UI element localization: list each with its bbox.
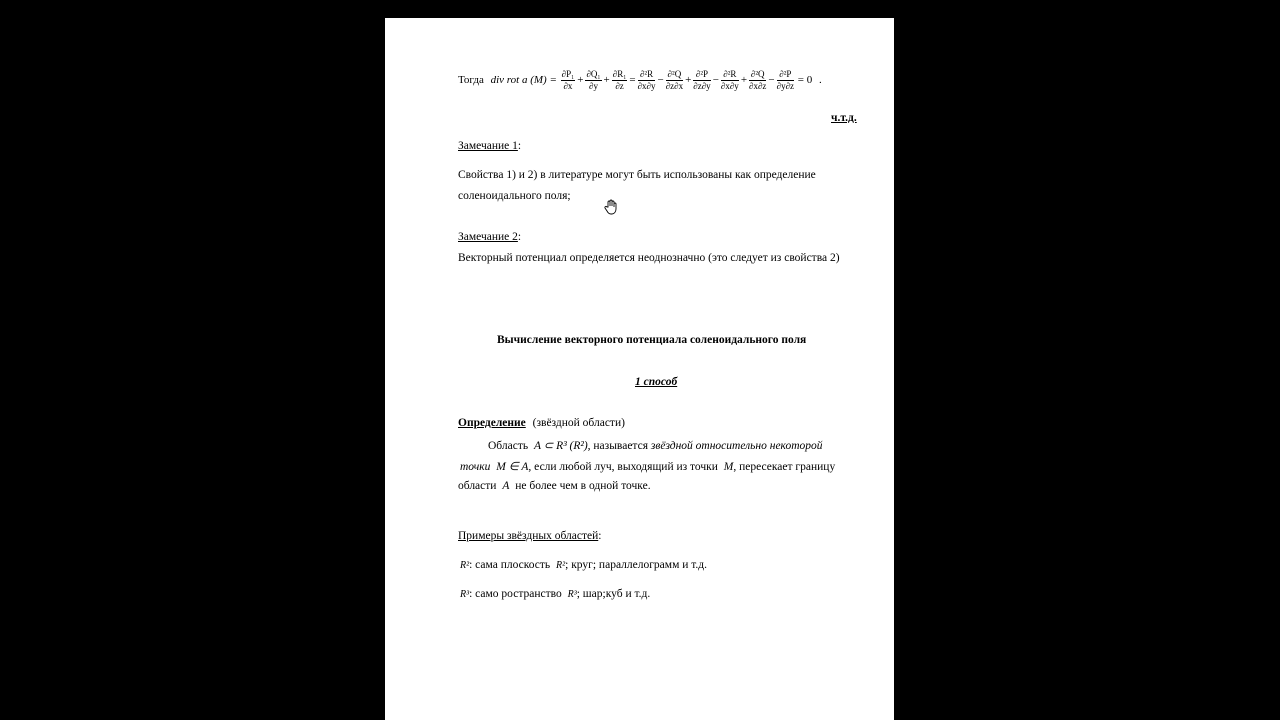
formula-fraction: [693, 70, 710, 91]
definition-line2: [460, 459, 835, 473]
definition-heading: [458, 417, 625, 429]
definition-math: M ∈ A,: [496, 461, 532, 473]
example-1: [460, 559, 707, 571]
section-title: Вычисление векторного потенциала соленоидального поля: [497, 334, 807, 346]
qed-mark: ч.т.д.: [831, 112, 857, 124]
formula-operator: +: [740, 74, 748, 87]
remark1-colon: :: [517, 140, 522, 152]
fraction-denominator: ∂x: [563, 81, 573, 91]
example-text: : само ространство: [469, 588, 562, 600]
example-text: ; шар;куб и т.д.: [576, 588, 651, 600]
formula-operator: −: [657, 74, 664, 87]
definition-text: области: [458, 480, 497, 492]
formula-operator: −: [768, 74, 775, 87]
examples-title: Примеры звёздных областей: [458, 530, 599, 542]
example-symbol: R³: [567, 589, 577, 600]
definition-title: Определение: [458, 417, 526, 429]
formula-fraction: [749, 70, 766, 91]
definition-text: называется: [593, 440, 648, 452]
example-symbol: R³: [460, 589, 470, 600]
formula-intro: Тогда: [458, 74, 484, 87]
remark1-line1: Свойства 1) и 2) в литературе могут быть использованы как определение: [458, 169, 816, 181]
examples-heading: [458, 530, 601, 542]
fraction-numerator: ∂²R: [721, 70, 739, 81]
remark2-line1: Векторный потенциал определяется неоднозначно (это следует из свойства 2): [458, 252, 840, 264]
formula-operator: +: [685, 74, 692, 87]
formula-operator: =: [629, 74, 636, 87]
example-2: [460, 588, 650, 600]
example-text: : сама плоскость: [469, 559, 551, 571]
formula-end: .: [819, 74, 822, 87]
definition-text: если любой луч, выходящий из точки: [534, 461, 718, 473]
examples-colon: :: [598, 530, 602, 542]
fraction-numerator: ∂²R: [638, 70, 656, 81]
fraction-denominator: ∂z∂x: [665, 81, 684, 91]
definition-math: A: [502, 480, 510, 492]
hand-cursor-icon: [603, 199, 619, 215]
example-symbol: R²: [460, 560, 470, 571]
remark1-heading: [458, 140, 521, 152]
fraction-denominator: ∂x∂z: [749, 81, 767, 91]
definition-line3: [458, 480, 651, 492]
definition-line1: [488, 438, 823, 452]
formula-fraction: [666, 70, 683, 91]
fraction-numerator: ∂²P: [693, 70, 710, 81]
fraction-denominator: ∂x∂y: [637, 81, 656, 91]
formula-operator: −: [712, 74, 719, 87]
formula-lhs: div rot a (M) =: [490, 74, 557, 87]
document-page: [385, 18, 894, 720]
definition-text: не более чем в одной точке.: [515, 480, 651, 492]
formula-operator: +: [603, 74, 610, 87]
fraction-numerator: ∂R₁: [612, 69, 627, 79]
example-text: ; круг; параллелограмм и т.д.: [565, 559, 708, 571]
formula-line: [458, 70, 822, 91]
remark2-title: Замечание 2: [458, 231, 518, 243]
formula-fraction: [638, 70, 656, 91]
example-symbol: R²: [556, 560, 566, 571]
remark2-heading: [458, 231, 521, 243]
fraction-numerator: ∂²Q: [750, 69, 765, 79]
fraction-numerator: ∂²Q: [667, 69, 682, 79]
definition-math: A ⊂ R³ (R²),: [533, 440, 591, 452]
fraction-numerator: ∂Q₁: [586, 69, 601, 79]
fraction-denominator: ∂y∂z: [776, 81, 795, 91]
definition-emphasis: звёздной относительно некоторой: [650, 440, 823, 452]
method-title: 1 способ: [635, 376, 678, 388]
remark1-title: Замечание 1: [458, 140, 518, 152]
formula-fraction: [721, 70, 739, 91]
fraction-denominator: ∂x∂y: [720, 81, 739, 91]
fraction-denominator: ∂y: [589, 81, 598, 91]
definition-text: , пересекает границу: [733, 461, 836, 473]
remark1-line2: соленоидального поля;: [458, 190, 571, 202]
definition-emphasis: точки: [460, 461, 491, 473]
fraction-numerator: ∂P₁: [561, 69, 575, 79]
fraction-denominator: ∂z∂y: [693, 81, 711, 91]
formula-rhs: = 0: [797, 74, 813, 87]
formula-terms: [560, 69, 795, 91]
formula-operator: +: [577, 74, 584, 87]
definition-text: Область: [488, 440, 529, 452]
remark2-colon: :: [517, 231, 522, 243]
formula-fraction: [612, 70, 628, 91]
fraction-denominator: ∂z: [615, 81, 624, 91]
definition-math: M: [723, 461, 734, 473]
formula-fraction: [561, 70, 576, 91]
definition-subtitle: (звёздной области): [532, 417, 625, 429]
formula-fraction: [585, 70, 601, 91]
fraction-numerator: ∂²P: [777, 70, 794, 81]
formula-fraction: [777, 70, 794, 91]
